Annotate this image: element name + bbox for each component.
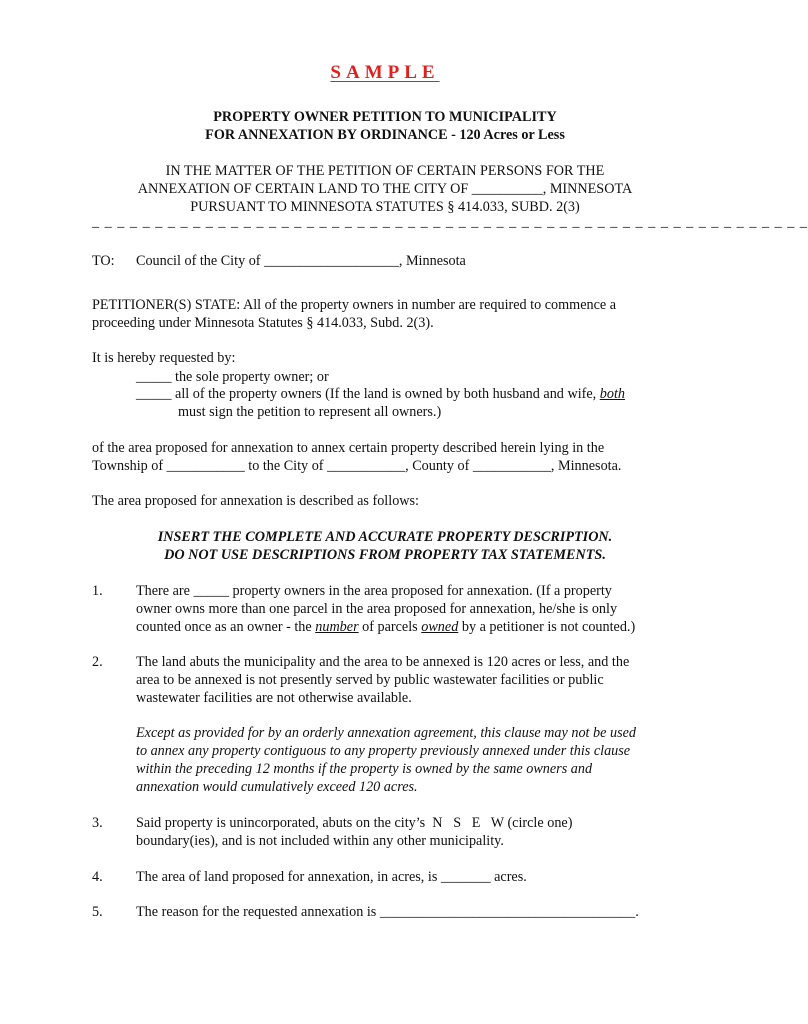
item-1-line-3-c: by a petitioner is not counted.) [458,619,636,635]
item-2-line-2: area to be annexed is not presently served by public wastewater facilities or public [136,672,604,688]
requested-option-2 [136,385,625,403]
described-text: The area proposed for annexation is described as follows: [92,493,419,509]
item-2-line-1: The land abuts the municipality and the area to be annexed is 120 acres or less, and the [136,654,630,670]
requested-option-2-emphasis: both [599,386,625,402]
to-label: TO: [92,253,115,269]
insert-line-2: DO NOT USE DESCRIPTIONS FROM PROPERTY TAX STATEMENTS. [164,547,606,563]
item-2-note-line-3: within the preceding 12 months if the property is owned by the same owners and [136,761,593,777]
item-1-line-3-a: counted once as an owner - the [136,619,316,635]
item-1-line-2: owner owns more than one parcel in the area proposed for annexation, he/she is only [136,601,618,617]
item-2-line-3: wastewater facilities are not otherwise available. [136,690,412,706]
title-line-2: FOR ANNEXATION BY ORDINANCE - 120 Acres or Less [205,127,565,143]
petitioners-line-1: PETITIONER(S) STATE: All of the property owners in number are required to commence a [92,297,617,313]
sample-watermark-heading: SAMPLE [330,62,440,83]
requested-intro: It is hereby requested by: [92,350,236,366]
matter-line-3: PURSUANT TO MINNESOTA STATUTES § 414.033, SUBD. 2(3) [190,199,580,215]
to-text: Council of the City of ___________________, Minnesota [136,253,466,269]
item-4-number: 4. [92,869,103,885]
requested-option-1: _____ the sole property owner; or [136,369,329,385]
requested-option-2-cont: must sign the petition to represent all owners.) [178,404,442,420]
item-3-number: 3. [92,815,103,831]
matter-line-2: ANNEXATION OF CERTAIN LAND TO THE CITY OF __________, MINNESOTA [137,181,633,197]
item-1-number-emphasis: number [315,619,359,635]
item-4-line-1: The area of land proposed for annexation, in acres, is _______ acres. [136,869,527,885]
insert-line-1: INSERT THE COMPLETE AND ACCURATE PROPERTY DESCRIPTION. [157,529,613,545]
item-2-number: 2. [92,654,103,670]
item-1-owned-emphasis: owned [421,619,459,635]
area-line-2: Township of ___________ to the City of ___________, County of ___________, Minnesota. [92,458,622,474]
petitioners-line-2: proceeding under Minnesota Statutes § 414.033, Subd. 2(3). [92,315,434,331]
area-line-1: of the area proposed for annexation to annex certain property described herein lying in the [92,440,605,456]
matter-line-1: IN THE MATTER OF THE PETITION OF CERTAIN PERSONS FOR THE [165,163,605,179]
item-2-note-line-4: annexation would cumulatively exceed 120 acres. [136,779,418,795]
item-1-line-3 [136,618,635,636]
item-2-note-line-2: to annex any property contiguous to any property previously annexed under this clause [136,743,631,759]
item-5-number: 5. [92,904,103,920]
item-1-number: 1. [92,583,103,599]
item-1-line-1: There are _____ property owners in the area proposed for annexation. (If a property [136,583,612,599]
title-line-1: PROPERTY OWNER PETITION TO MUNICIPALITY [213,109,557,125]
divider-line: _ _ _ _ _ _ _ _ _ _ _ _ _ _ _ _ _ _ _ _ _ _ _ _ _ _ _ _ _ _ _ _ _ _ _ _ _ _ _ _ _ _ _ _ _ _ _ _ _ _ _ _ _ _ _ _ _ [92,214,808,230]
item-3-line-1: Said property is unincorporated, abuts on the city’s N S E W (circle one) [136,815,573,831]
item-1-line-3-b: of parcels [358,619,422,635]
item-5-line-1: The reason for the requested annexation is ____________________________________. [136,904,639,920]
item-2-note-line-1: Except as provided for by an orderly annexation agreement, this clause may not be used [136,725,636,741]
item-3-line-2: boundary(ies), and is not included within any other municipality. [136,833,504,849]
requested-option-2-text: _____ all of the property owners (If the land is owned by both husband and wife, [136,386,600,402]
